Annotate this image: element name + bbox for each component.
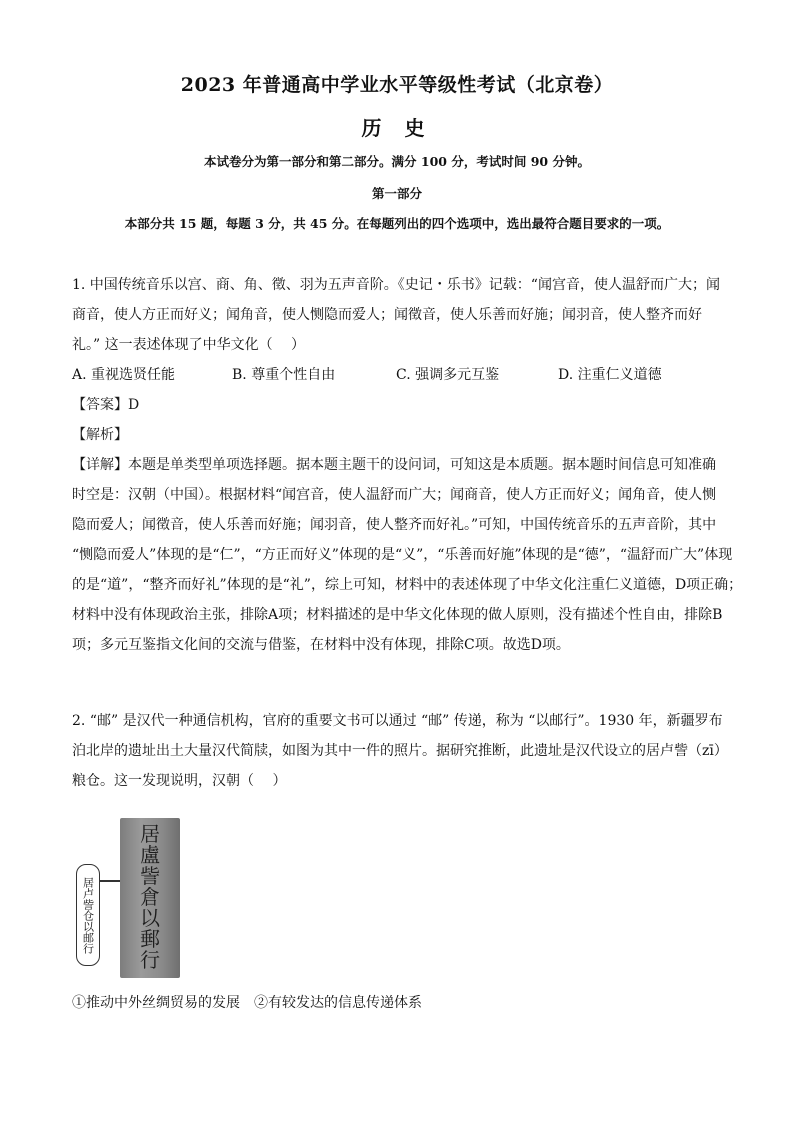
slip-glyph: 訾 bbox=[140, 864, 160, 888]
detail-line: 的是“道”，“整齐而好礼”体现的是“礼”，综上可知，材料中的表述体现了中华文化注重仁义道德，D项正确； bbox=[72, 577, 743, 593]
detail-line: 隐而爱人；闻徵音，使人乐善而好施；闻羽音，使人整齐而好礼。”可知，中国传统音乐的五声音阶，其中 bbox=[72, 517, 717, 533]
option-b: B. 尊重个性自由 bbox=[232, 367, 336, 383]
detail-line: 【详解】本题是单类型单项选择题。据本题主题干的设问词，可知这是本质题。据本题时间信息可知准确 bbox=[72, 457, 716, 473]
detail-line: 材料中没有体现政治主张，排除A项；材料描述的是中华文化体现的做人原则，没有描述个性自由，排除B bbox=[72, 607, 723, 623]
detail-line: “恻隐而爱人”体现的是“仁”，“方正而好义”体现的是“义”，“乐善而好施”体现的是“德”，“温舒而广大”体现 bbox=[72, 547, 733, 563]
subject-heading: 历 史 bbox=[361, 116, 433, 140]
part-heading: 第一部分 bbox=[371, 186, 422, 201]
part-instructions: 本部分共 15 题，每题 3 分，共 45 分。在每题列出的四个选项中，选出最符合题目要求的一项。 bbox=[124, 216, 670, 231]
question-2-line: 粮仓。这一发现说明，汉朝（ ） bbox=[72, 773, 287, 789]
detail-line: 时空是：汉朝（中国）。根据材料“闻宫音，使人温舒而广大；闻商音，使人方正而好义；闻角音，使人恻 bbox=[72, 487, 717, 503]
exam-title: 2023 年普通高中学业水平等级性考试（北京卷） bbox=[180, 74, 614, 96]
question-1 bbox=[72, 270, 743, 660]
slip-glyph: 以 bbox=[140, 906, 160, 930]
question-2-statements: ①推动中外丝绸贸易的发展 ②有较发达的信息传递体系 bbox=[72, 995, 422, 1011]
callout-pointer bbox=[98, 880, 120, 882]
question-1-line: 商音，使人方正而好义；闻角音，使人恻隐而爱人；闻徵音，使人乐善而好施；闻羽音，使人整齐而好 bbox=[72, 307, 702, 323]
question-2 bbox=[72, 706, 728, 796]
question-1-options bbox=[72, 360, 724, 390]
analysis-label: 【解析】 bbox=[72, 427, 128, 443]
slip-callout-label: 居卢訾仓以邮行 bbox=[76, 864, 100, 966]
slip-glyph: 盧 bbox=[140, 843, 160, 867]
detail-line: 项；多元互鉴指文化间的交流与借鉴，在材料中没有体现，排除C项。故选D项。 bbox=[72, 637, 570, 653]
slip-glyph: 倉 bbox=[140, 885, 160, 909]
question-1-line: 礼。” 这一表述体现了中华文化（ ） bbox=[72, 337, 306, 353]
answer-label: 【答案】D bbox=[72, 397, 140, 413]
exam-info: 本试卷分为第一部分和第二部分。满分 100 分，考试时间 90 分钟。 bbox=[204, 154, 590, 169]
question-2-line: 泊北岸的遗址出土大量汉代简牍，如图为其中一件的照片。据研究推断，此遗址是汉代设立的居卢訾（zī） bbox=[72, 743, 728, 759]
slip-glyph: 行 bbox=[140, 948, 160, 972]
slip-glyph: 郵 bbox=[140, 927, 160, 951]
bamboo-slip-figure bbox=[76, 814, 188, 984]
option-d: D. 注重仁义道德 bbox=[558, 367, 662, 383]
option-c: C. 强调多元互鉴 bbox=[396, 367, 500, 383]
question-2-line: 2. “邮” 是汉代一种通信机构，官府的重要文书可以通过 “邮” 传递，称为 “以邮行”。1930 年，新疆罗布 bbox=[72, 713, 723, 729]
bamboo-slip-glyphs bbox=[120, 824, 180, 974]
slip-glyph: 居 bbox=[140, 822, 160, 846]
option-a: A. 重视选贤任能 bbox=[72, 367, 176, 383]
question-1-line: 1. 中国传统音乐以宫、商、角、徵、羽为五声音阶。《史记・乐书》记载：“闻宫音，使人温舒而广大；闻 bbox=[72, 277, 720, 293]
